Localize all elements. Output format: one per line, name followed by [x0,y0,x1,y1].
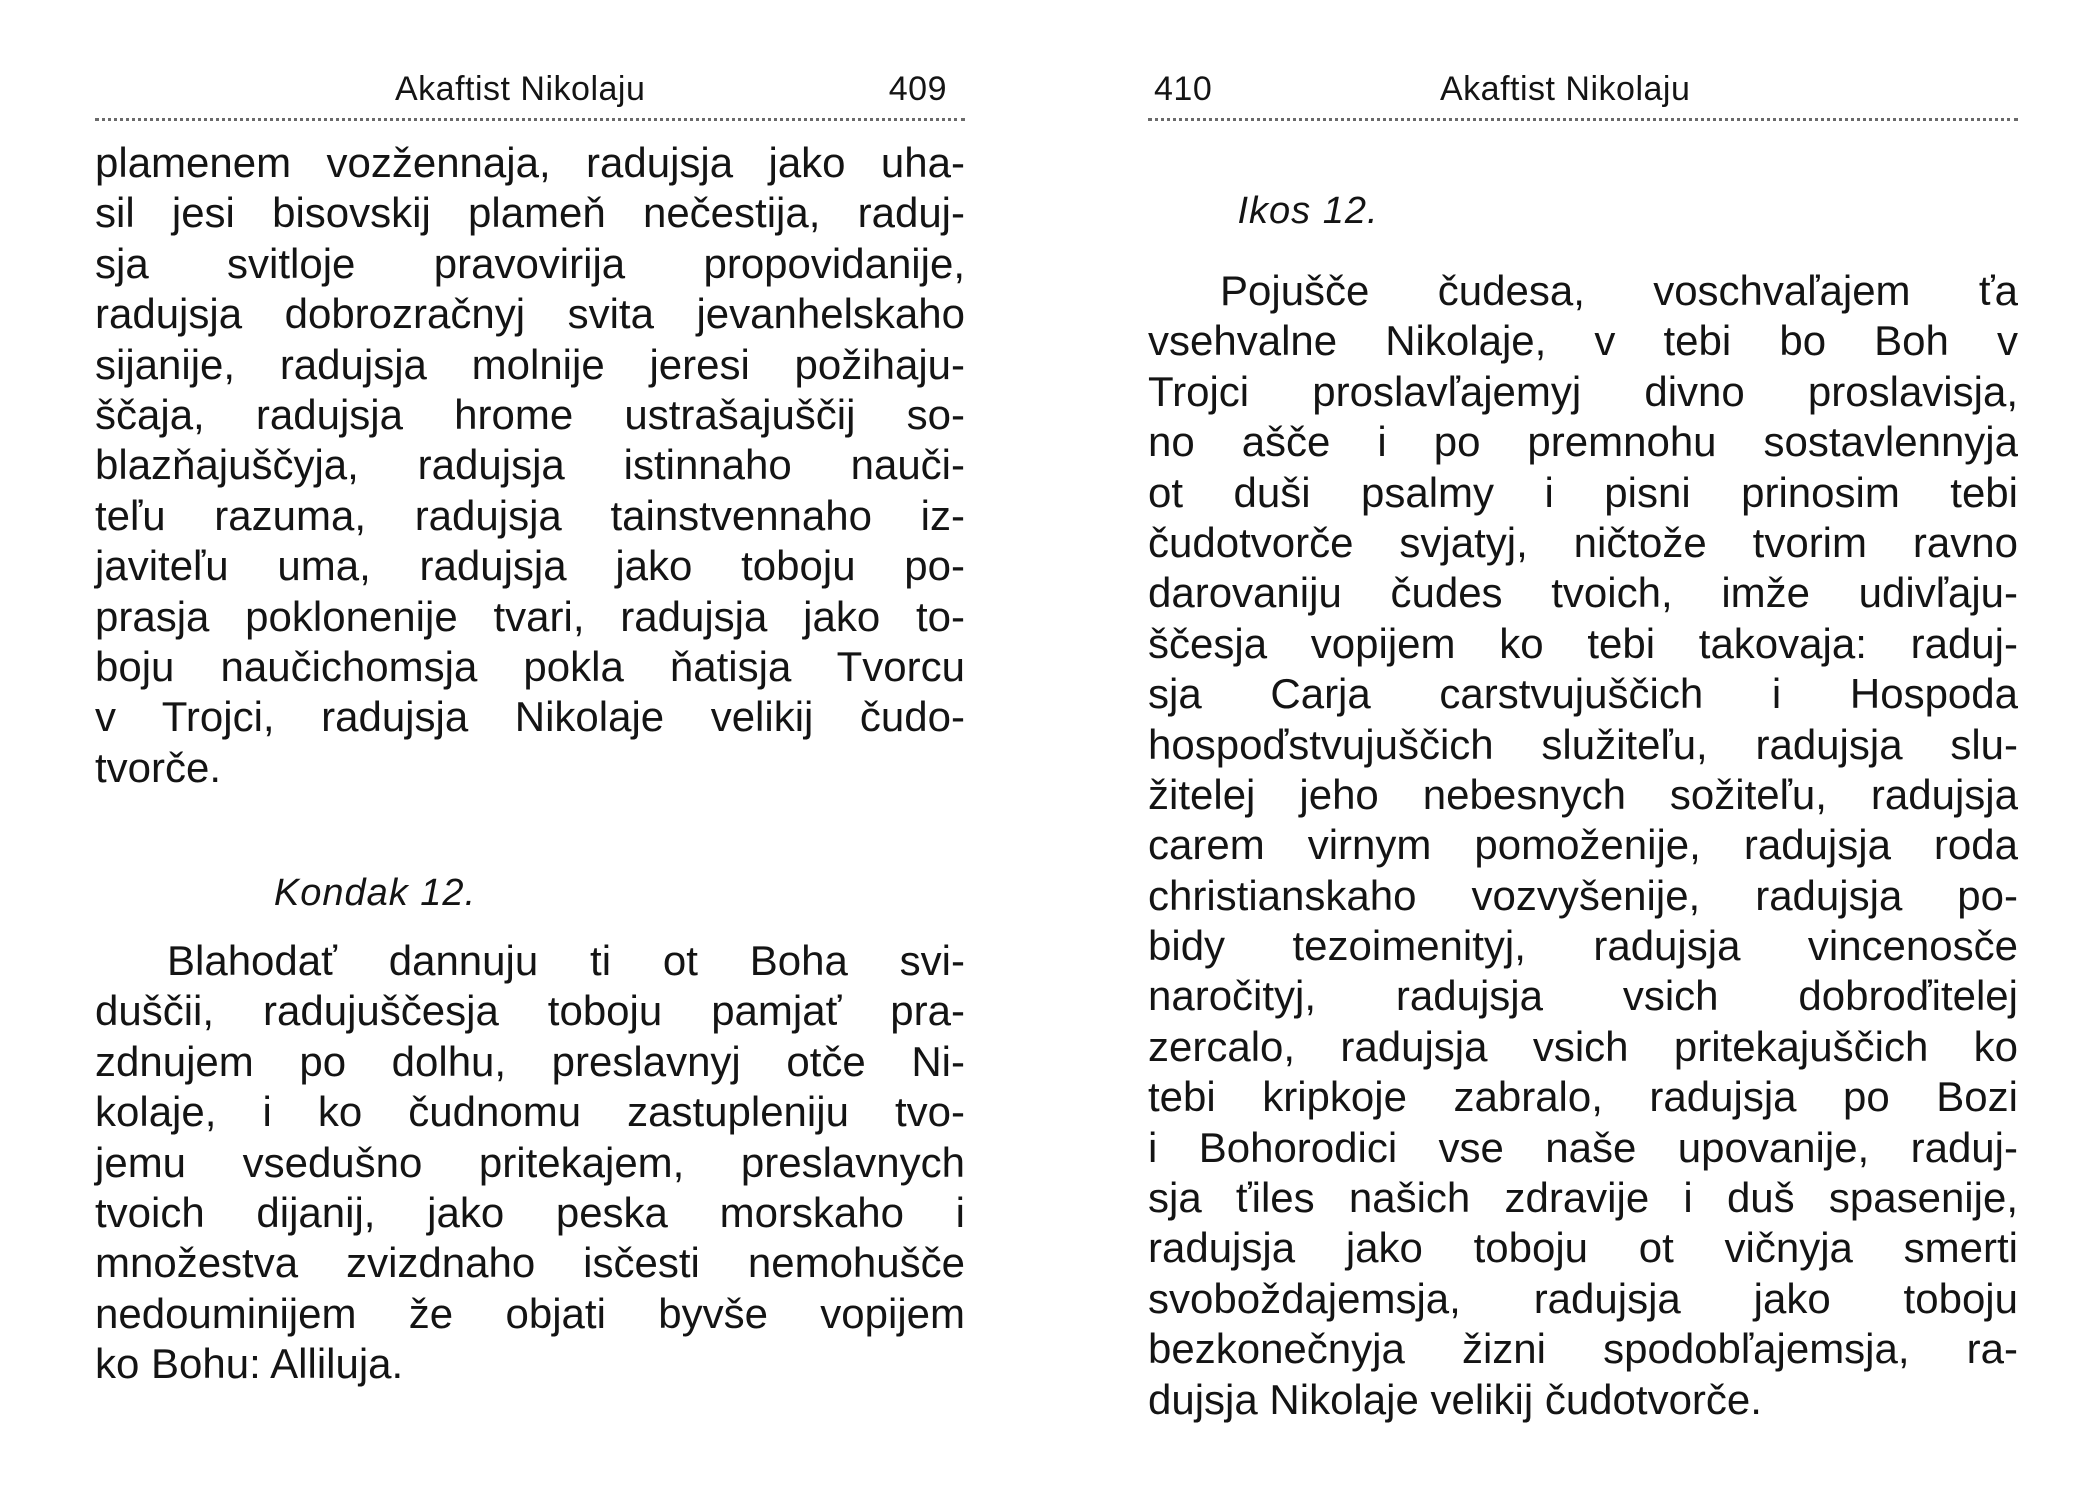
text-line: bidy tezoimenityj, radujsja vincenosče [1148,922,2018,970]
text-line: tvoich dijanij, jako peska morskaho i [95,1188,965,1236]
text-line: zdnujem po dolhu, preslavnyj otče Ni- [95,1037,965,1085]
text-line: hospoďstvujuščich služiteľu, radujsja slu- [1148,720,2018,768]
text-line: sja ťiles našich zdravije i duš spasenije, [1148,1174,2018,1222]
section-heading-kondak: Kondak 12. [273,872,477,914]
text-line: vsehvalne Nikolaje, v tebi bo Boh v [1148,317,2018,365]
text-line: zercalo, radujsja vsich pritekajuščich ko [1148,1022,2018,1070]
left-page [95,0,965,1500]
running-head-right [1148,62,2018,121]
text-line: radujsja jako toboju ot vičnyja smerti [1148,1224,2018,1272]
section-heading-ikos: Ikos 12. [1237,190,1379,232]
header-title: Akaftist Nikolaju [395,70,646,108]
text-line: darovaniju čudes tvoich, imže udivľaju- [1148,569,2018,617]
paragraph-ikos-12 [1148,266,2018,1425]
right-page [1148,0,2018,1500]
text-line: blazňajuščyja, radujsja istinnaho nauči- [95,441,965,489]
text-line: ščesja vopijem ko tebi takovaja: raduj- [1148,619,2018,667]
text-line: christianskaho vozvyšenije, radujsja po- [1148,871,2018,919]
page-number: 409 [888,70,947,108]
paragraph-kondak-12 [95,936,965,1390]
text-line: sil jesi bisovskij plameň nečestija, raduj- [95,189,965,237]
text-line: boju naučichomsja pokla ňatisja Tvorcu [95,642,965,690]
text-line: radujsja dobrozračnyj svita jevanhelskaho [95,290,965,338]
text-line: kolaje, i ko čudnomu zastupleniju tvo- [95,1088,965,1136]
text-line: ot duši psalmy i pisni prinosim tebi [1148,468,2018,516]
text-line: tvorče. [95,743,222,791]
text-line: sja svitloje pravovirija propovidanije, [95,239,965,287]
text-line: dujsja Nikolaje velikij čudotvorče. [1148,1375,1762,1423]
text-line: množestva zvizdnaho isčesti nemohušče [95,1239,965,1287]
text-line: jemu vsedušno pritekajem, preslavnych [95,1138,965,1186]
running-head-left [95,62,965,121]
text-line: sijanije, radujsja molnije jeresi požihaju- [95,340,965,388]
text-line: teľu razuma, radujsja tainstvennaho iz- [95,491,965,539]
text-line: tebi kripkoje zabralo, radujsja po Bozi [1148,1073,2018,1121]
text-line: no ašče i po premnohu sostavlennyja [1148,418,2018,466]
text-line: svoboždajemsja, radujsja jako toboju [1148,1274,2018,1322]
text-line: naročityj, radujsja vsich dobroďitelej [1148,972,2018,1020]
text-line: i Bohorodici vse naše upovanije, raduj- [1148,1123,2018,1171]
text-line: Pojušče čudesa, voschvaľajem ťa [1220,267,2018,314]
text-line: javiteľu uma, radujsja jako toboju po- [95,542,965,590]
text-line: Blahodať dannuju ti ot Boha svi- [167,937,965,984]
text-line: plamenem vozžennaja, radujsja jako uha- [95,139,965,186]
text-line: v Trojci, radujsja Nikolaje velikij čudo- [95,693,965,741]
header-title: Akaftist Nikolaju [1440,70,1691,108]
text-line: ko Bohu: Alliluja. [95,1340,404,1388]
text-line: ščaja, radujsja hrome ustrašajuščij so- [95,390,965,438]
text-line: sja Carja carstvujuščich i Hospoda [1148,670,2018,718]
text-line: žitelej jeho nebesnych sožiteľu, radujsja [1148,770,2018,818]
paragraph-ikos-11-continued [95,138,965,793]
text-line: Trojci proslavľajemyj divno proslavisja, [1148,367,2018,415]
page-number: 410 [1154,70,1213,108]
text-line: duščii, radujuščesja toboju pamjať pra- [95,987,965,1035]
text-line: čudotvorče svjatyj, ničtože tvorim ravno [1148,518,2018,566]
text-line: bezkonečnyja žizni spodobľajemsja, ra- [1148,1325,2018,1373]
text-line: prasja poklonenije tvari, radujsja jako to- [95,592,965,640]
text-line: carem virnym pomoženije, radujsja roda [1148,821,2018,869]
text-line: nedouminijem že objati byvše vopijem [95,1289,965,1337]
